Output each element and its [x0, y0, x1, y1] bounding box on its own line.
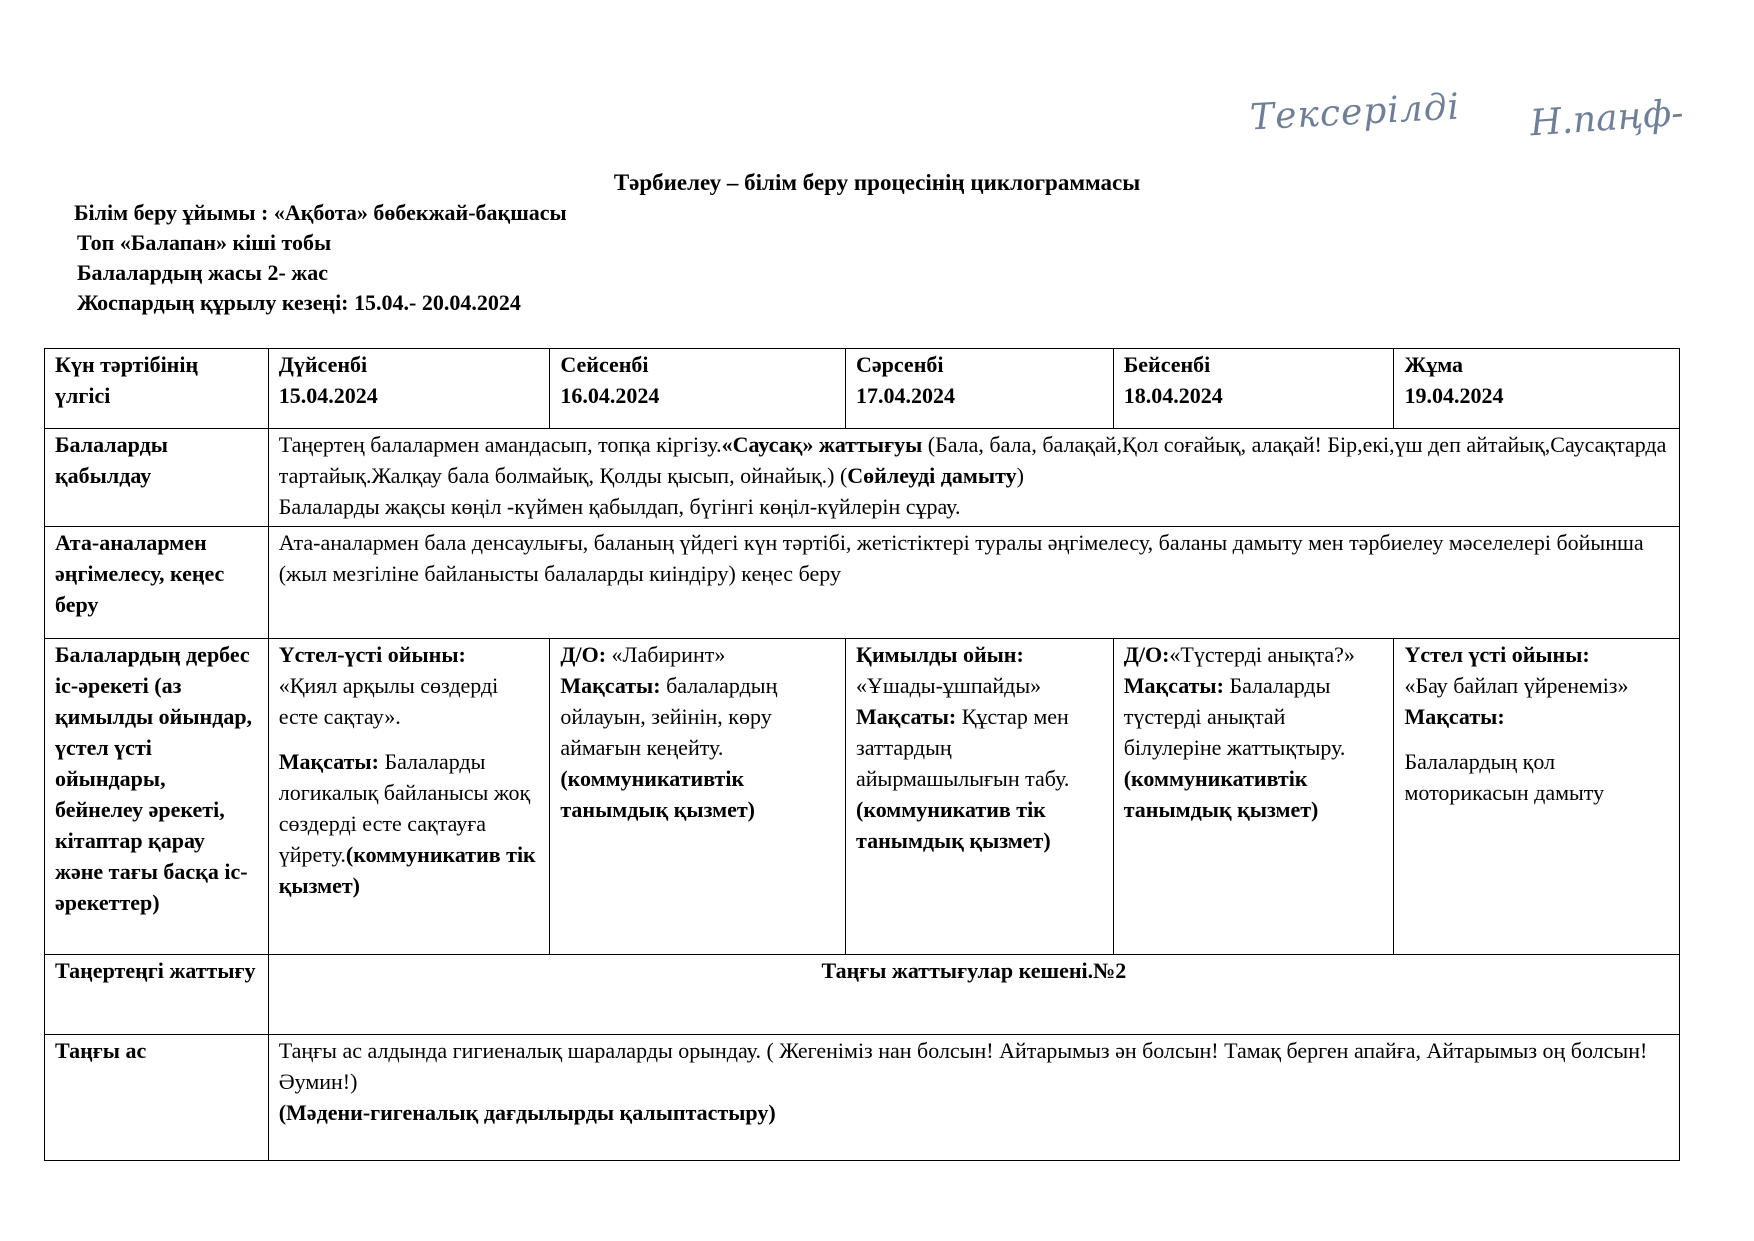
activity-monday: Үстел-үсті ойыны: «Қиял арқылы сөздерді есте сақтау». Мақсаты: Балаларды логикалық байланысы жоқ сөздерді есте сақтауға үйрету.(коммуникатив тік қызмет) [268, 639, 550, 955]
header-meta [74, 198, 567, 318]
activity-wednesday: Қимылды ойын: «Ұшады-ұшпайды» Мақсаты: Құстар мен заттардың айырмашылығын табу.(коммуникатив тік танымдық қызмет) [846, 639, 1114, 955]
row-label: Таңертеңгі жаттығу [45, 955, 269, 1035]
row-label: Балаларды қабылдау [45, 429, 269, 527]
handwritten-signature: Н.паңф- [1528, 92, 1685, 145]
table-row-parents [45, 527, 1680, 639]
age-line: Балалардың жасы 2- жас [77, 260, 328, 285]
table-row-breakfast [45, 1035, 1680, 1161]
day-cell-wednesday: Сәрсенбі 17.04.2024 [846, 349, 1114, 429]
table-row-activity [45, 639, 1680, 955]
table-header-row [45, 349, 1680, 429]
row-label: Ата-аналармен әңгімелесу, кеңес беру [45, 527, 269, 639]
exercise-text-cell: Таңғы жаттығулар кешені.№2 [268, 955, 1679, 1035]
table-row-reception [45, 429, 1680, 527]
breakfast-text-cell: Таңғы ас алдында гигиеналық шараларды орындау. ( Жегеніміз нан болсын! Айтарымыз ән болсын! Тамақ берген апайға, Айтарымыз оң болсын! Әумин!) (Мәдени-гигеналық дағдылырды қалыптастыру) [268, 1035, 1679, 1161]
day-cell-thursday: Бейсенбі 18.04.2024 [1113, 349, 1394, 429]
parents-text-cell: Ата-аналармен бала денсаулығы, баланың үйдегі күн тәртібі, жетістіктері туралы әңгімелесу, баланы дамыту мен тәрбиелеу мәселелері бойынша (жыл мезгіліне байланысты балаларды киіндіру) кеңес беру [268, 527, 1679, 639]
table-row-exercise [45, 955, 1680, 1035]
day-cell-friday: Жұма 19.04.2024 [1394, 349, 1680, 429]
row-label: Таңғы ас [45, 1035, 269, 1161]
day-cell-tuesday: Сейсенбі 16.04.2024 [550, 349, 846, 429]
schedule-table [44, 348, 1680, 1161]
document-title: Тәрбиелеу – білім беру процесінің циклограммасы [613, 170, 1141, 195]
group-line: Топ «Балапан» кіші тобы [77, 230, 332, 255]
row-label: Балалардың дербес іс-әрекеті (аз қимылды ойындар, үстел үсті ойындары, бейнелеу әрекеті, кітаптар қарау және тағы басқа іс-әрекеттер) [45, 639, 269, 955]
handwritten-checked-note: Тексерілді [1249, 86, 1462, 139]
activity-thursday: Д/О:«Түстерді анықта?» Мақсаты: Балаларды түстерді анықтай білулеріне жаттықтыру. (коммуникативтік танымдық қызмет) [1113, 639, 1394, 955]
header-label-cell: Күн тәртібінің үлгісі [45, 349, 269, 429]
activity-friday: Үстел үсті ойыны: «Бау байлап үйренеміз» Мақсаты: Балалардың қол моторикасын дамыту [1394, 639, 1680, 955]
activity-tuesday: Д/О: «Лабиринт» Мақсаты: балалардың ойлауын, зейінін, көру аймағын кеңейту. (коммуникативтік танымдық қызмет) [550, 639, 846, 955]
reception-text-cell: Таңертең балалармен амандасып, топқа кіргізу.«Саусақ» жаттығуы (Бала, бала, балақай,Қол соғайық, алақай! Бір,екі,үш деп айтайық,Саусақтарда тартайық.Жалқау бала болмайық, Қолды қысып, ойнайық.) (Сөйлеуді дамыту) Балаларды жақсы көңіл -күймен қабылдап, бүгінгі көңіл-күйлерін сұрау. [268, 429, 1679, 527]
org-line: Білім беру ұйымы : «Ақбота» бөбекжай-бақшасы [74, 200, 567, 225]
day-cell-monday: Дүйсенбі 15.04.2024 [268, 349, 550, 429]
period-line: Жоспардың құрылу кезеңі: 15.04.- 20.04.2024 [77, 290, 521, 315]
